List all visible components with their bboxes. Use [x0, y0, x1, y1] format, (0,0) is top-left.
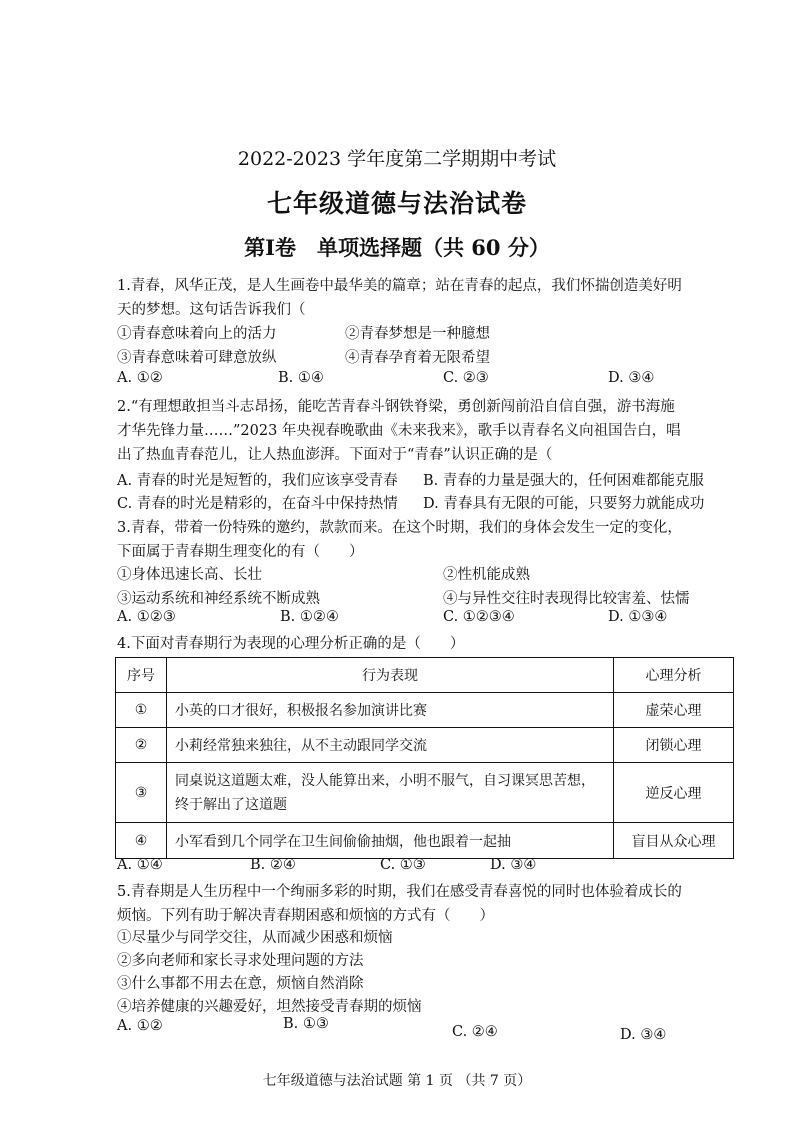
q3-option-b: B. ①②④ — [280, 609, 339, 625]
q4-option-c: C. ①③ — [380, 857, 426, 873]
q3-item-3: ③运动系统和神经系统不断成熟 — [117, 591, 320, 607]
column-header-number: 序号 — [116, 658, 167, 693]
q1-option-a: A. ①② — [117, 370, 163, 386]
row-behavior: 小莉经常独来独往，从不主动跟同学交流 — [167, 728, 614, 763]
q3-option-a: A. ①②③ — [117, 609, 176, 625]
table-row — [116, 823, 734, 859]
q5-item-2: ②多向老师和家长寻求处理问题的方法 — [117, 953, 364, 969]
q2-stem-line3: 出了热血青春范儿，让人热血澎湃。下面对于“青春”认识正确的是（ — [117, 447, 553, 463]
table-header-row — [116, 658, 734, 693]
paper-title: 七年级道德与法治试卷 — [266, 189, 527, 218]
q3-stem-line1: 3.青春，带着一份特殊的邀约，款款而来。在这个时期，我们的身体会发生一定的变化， — [117, 520, 682, 536]
table-row — [116, 693, 734, 728]
table-row — [116, 763, 734, 823]
row-analysis: 虚荣心理 — [614, 693, 734, 728]
q4-option-a: A. ①④ — [117, 857, 163, 873]
q1-stem-line1: 1.青春，风华正茂，是人生画卷中最华美的篇章；站在青春的起点，我们怀揣创造美好明 — [117, 278, 682, 294]
column-header-behavior: 行为表现 — [167, 658, 614, 693]
q3-stem-line2: 下面属于青春期生理变化的有（ ） — [117, 544, 364, 560]
q5-item-4: ④培养健康的兴趣爱好，坦然接受青春期的烦恼 — [117, 999, 422, 1015]
q2-option-a: A. 青春的时光是短暂的，我们应该享受青春 — [117, 473, 398, 489]
row-number: ① — [116, 693, 167, 728]
row-number: ③ — [116, 763, 167, 823]
psychology-analysis-table — [115, 657, 734, 859]
q3-option-c: C. ①②③④ — [443, 609, 515, 625]
q1-item-2: ②青春梦想是一种臆想 — [345, 326, 490, 342]
q5-option-d: D. ③④ — [620, 1027, 667, 1043]
q5-item-1: ①尽量少与同学交往，从而减少困惑和烦恼 — [117, 930, 393, 946]
q5-item-3: ③什么事都不用去在意，烦恼自然消除 — [117, 976, 364, 992]
q4-stem: 4.下面对青春期行为表现的心理分析正确的是（ ） — [117, 636, 465, 652]
row-number: ② — [116, 728, 167, 763]
q2-stem-line2: 才华先锋力量……”2023 年央视春晚歌曲《未来我来》，歌手以青春名义向祖国告白，唱 — [117, 423, 681, 439]
q5-option-a: A. ①② — [117, 1018, 163, 1034]
exam-title: 2022-2023 学年度第二学期期中考试 — [237, 148, 557, 170]
q3-item-2: ②性机能成熟 — [443, 567, 530, 583]
q1-item-4: ④青春孕育着无限希望 — [345, 350, 490, 366]
q1-option-d: D. ③④ — [608, 370, 655, 386]
row-behavior: 同桌说这道题太难，没人能算出来，小明不服气，自习课冥思苦想，终于解出了这道题 — [167, 763, 614, 823]
q2-option-b: B. 青春的力量是强大的，任何困难都能克服 — [423, 473, 704, 489]
q2-stem-line1: 2.“有理想敢担当斗志昂扬，能吃苦青春斗钢铁脊梁，勇创新闯前沿自信自强，游书海施 — [117, 399, 675, 415]
row-number: ④ — [116, 823, 167, 859]
row-analysis: 逆反心理 — [614, 763, 734, 823]
q4-option-d: D. ③④ — [490, 857, 537, 873]
row-behavior: 小英的口才很好，积极报名参加演讲比赛 — [167, 693, 614, 728]
table-row — [116, 728, 734, 763]
q1-item-3: ③青春意味着可肆意放纵 — [117, 350, 277, 366]
q5-stem-line2: 烦恼。下列有助于解决青春期困惑和烦恼的方式有（ ） — [117, 908, 494, 924]
q3-item-1: ①身体迅速长高、长壮 — [117, 567, 262, 583]
q5-stem-line1: 5.青春期是人生历程中一个绚丽多彩的时期，我们在感受青春喜悦的同时也体验着成长的 — [117, 884, 682, 900]
section-title: 第Ⅰ卷 单项选择题（共 60 分） — [244, 235, 550, 260]
q5-option-b: B. ①③ — [283, 1016, 329, 1032]
q2-option-c: C. 青春的时光是精彩的，在奋斗中保持热情 — [117, 496, 398, 512]
row-analysis: 盲目从众心理 — [614, 823, 734, 859]
q4-option-b: B. ②④ — [250, 857, 296, 873]
q1-option-c: C. ②③ — [443, 370, 489, 386]
q2-option-d: D. 青春具有无限的可能，只要努力就能成功 — [423, 496, 705, 512]
q1-item-1: ①青春意味着向上的活力 — [117, 326, 277, 342]
q1-option-b: B. ①④ — [278, 370, 324, 386]
page-footer: 七年级道德与法治试题 第 1 页 （共 7 页） — [262, 1073, 532, 1089]
q3-option-d: D. ①③④ — [608, 609, 668, 625]
row-analysis: 闭锁心理 — [614, 728, 734, 763]
row-behavior: 小军看到几个同学在卫生间偷偷抽烟，他也跟着一起抽 — [167, 823, 614, 859]
column-header-analysis: 心理分析 — [614, 658, 734, 693]
q3-item-4: ④与异性交往时表现得比较害羞、怯懦 — [443, 591, 690, 607]
q5-option-c: C. ②④ — [452, 1024, 498, 1040]
q1-stem-line2: 天的梦想。这句话告诉我们（ — [117, 302, 306, 318]
